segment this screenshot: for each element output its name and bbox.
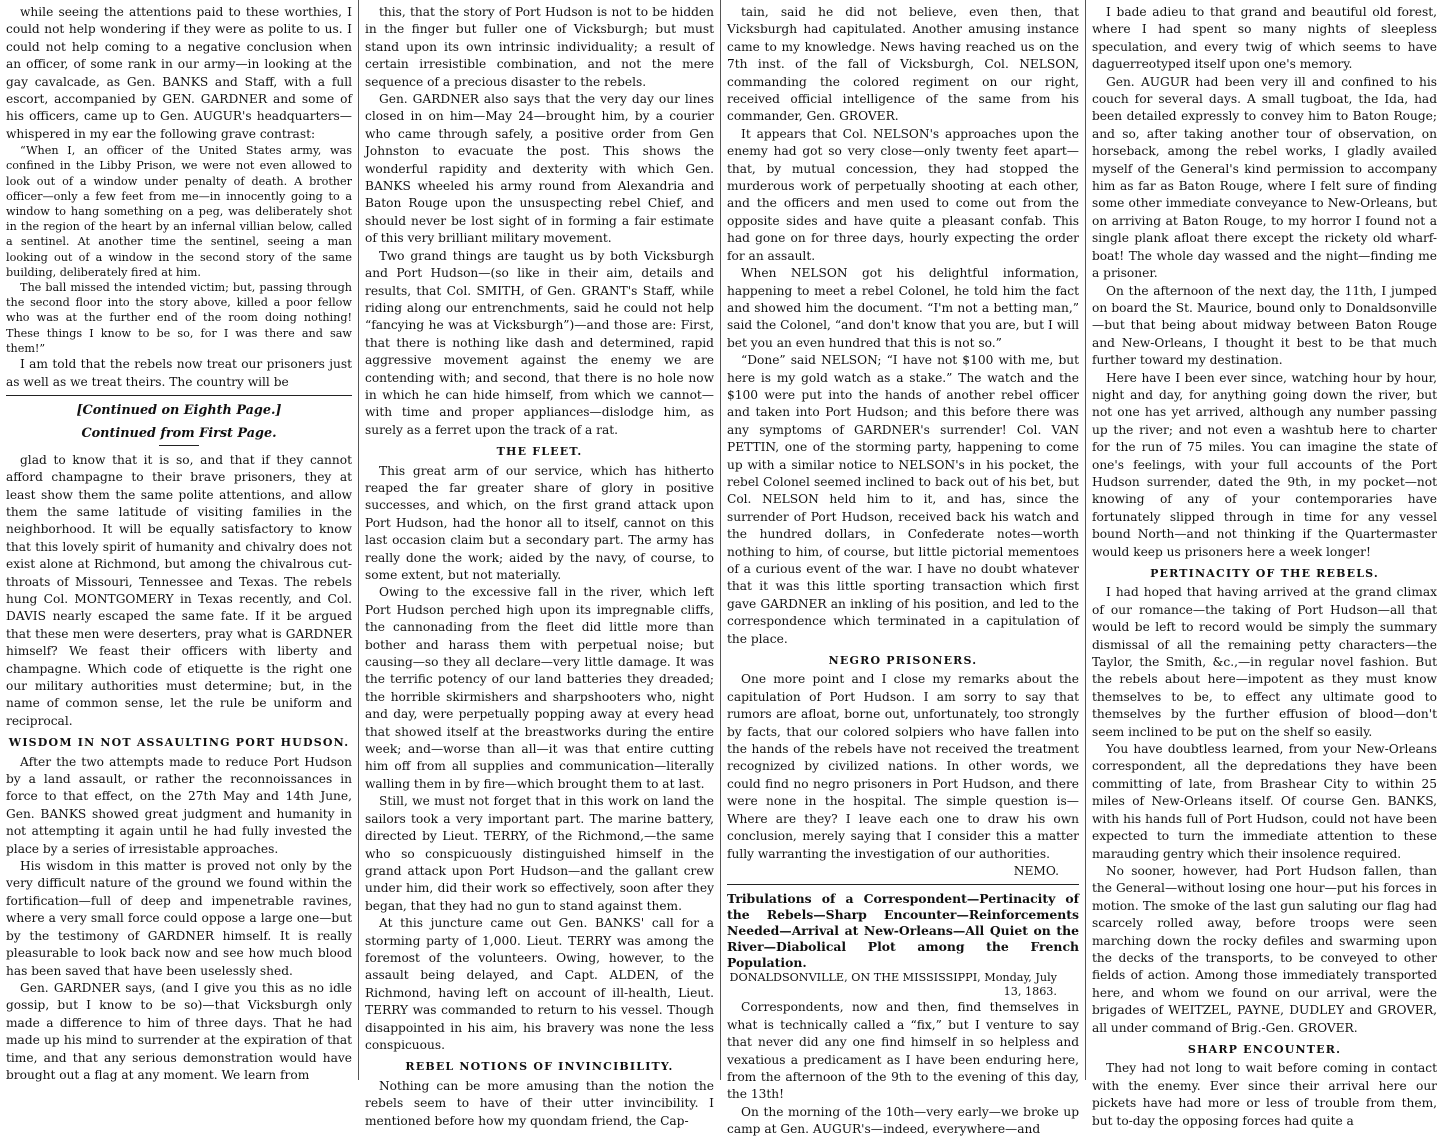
paragraph: Correspondents, now and then, find themselves in what is technically called a “fix,” but I venture to say that never did any one find himself in so helpless and vexatious a predicament as I have been enduring here, from the afternoon of the 9th to the evening of this day, the 13th! — [727, 1000, 1079, 1102]
paragraph: Gen. GARDNER also says that the very day our lines closed in on him—May 24—brought him, by a courier who came through safely, a positive order from Gen Johnston to evacuate the post. This shows the wonderful rapidity and dexterity with which Gen. BANKS wheeled his army round from Alexandria and Baton Rouge upon the unsuspecting rebel Chief, and should never be lost sight of in forming a fair estimate of this very brilliant military movement. — [365, 92, 714, 246]
signature: NEMO. — [1013, 863, 1059, 878]
paragraph: Gen. GARDNER says, (and I give you this as no idle gossip, but I know to be so)—that Vicksburgh only made a difference to him of three days. That he had made up his mind to surrender at the expiration of that time, and that any serious demonstration would have brought out a flag at any moment. We learn from — [6, 980, 352, 1082]
article-headline: Tribulations of a Correspondent—Pertinacity of the Rebels—Sharp Encounter—Reinforcements Needed—Arrival at New-Orleans—All Quiet on the River—Diabolical Plot among the French Population. — [727, 891, 1079, 971]
paragraph: You have doubtless learned, from your New-Orleans correspondent, all the depredations they have been committing of late, from Brashear City to within 25 miles of New-Orleans itself. Of course Gen. BANKS, with his hands full of Port Hudson, could not have been expected to turn the immediate attention to these marauding gentry which their insolence required. — [1092, 742, 1437, 861]
paragraph: glad to know that it is so, and that if they cannot afford champagne to their brave prisoners, they at least show them the same polite attentions, and allow them the same latitude of visiting families in the neighborhood. It will be equally satisfactory to know that this lovely spirit of humanity and chivalry does not exist alone at Richmond, but among the chivalrous cut-throats of Missouri, Tennessee and Texas. The rebels hung Col. MONTGOMERY in Texas recently, and Col. DAVIS nearly escaped the same fate. If it be argued that these men were deserters, pray what is GARDNER himself? We feast their officers with liberty and champagne. Which code of etiquette is the right one our military authorities must determine; but, in the name of common sense, let the rule be uniform and reciprocal. — [6, 452, 352, 728]
section-heading: THE FLEET. — [496, 445, 583, 459]
paragraph: His wisdom in this matter is proved not only by the very difficult nature of the ground we found within the fortification—full of deep and impenetrable ravines, where a very small force could oppose a large one—but by the testimony of GARDNER himself. It is really pleasurable to look back now and see how much blood has been saved that have been uselessly shed. — [6, 859, 352, 978]
column-4 — [1085, 0, 1443, 1128]
section-heading: PERTINACITY OF THE REBELS. — [1150, 567, 1379, 580]
paragraph: Here have I been ever since, watching hour by hour, night and day, for anything going down the river, but not one has yet arrived, although any number passing up the river; and not even a washtub here to charter for the run of 75 miles. You can imagine the state of one's feelings, with your full accounts of the Port Hudson surrender, dated the 9th, in my pocket—not knowing of any of your contemporaries have fortunately slipped through in time for any vessel bound North—and not thinking if the Quartermaster would keep us prisoners here a week longer! — [1092, 370, 1437, 559]
paragraph: On the morning of the 10th—very early—we broke up camp at Gen. AUGUR's—indeed, everywhere—and — [727, 1104, 1079, 1137]
paragraph: while seeing the attentions paid to these worthies, I could not help wondering if they were as polite to us. I could not help coming to a negative conclusion when an officer, of some rank in our army—in looking at the gay cavalcade, as Gen. BANKS and Staff, with a full escort, accompanied by GEN. GARDNER and some of his officers, came up to Gen. AUGUR's headquarters—whispered in my ear the following grave contrast: — [6, 5, 352, 141]
section-heading: WISDOM IN NOT ASSAULTING PORT HUDSON. — [8, 736, 350, 750]
paragraph: I had hoped that having arrived at the grand climax of our romance—the taking of Port Hudson—all that would be left to record would be simply the summary dismissal of all the remaining petty characters—the Taylor, the Smith, &c.,—in regular novel fashion. But the rebels about here—impotent as they must know themselves to be, to effect any ultimate good to themselves by the further effusion of blood—don't seem inclined to be put on the shelf so easily. — [1092, 585, 1437, 739]
section-heading: NEGRO PRISONERS. — [828, 654, 978, 668]
paragraph: Still, we must not forget that in this work on land the sailors took a very important part. The marine battery, directed by Lieut. TERRY, of the Richmond,—the same who so conspicuously distinguished himself in the grand attack upon Port Hudson—and the gallant crew under him, did their work so effectively, soon after they began, that they had no gun to stand against them. — [365, 794, 714, 913]
column-1 — [0, 0, 358, 1080]
paragraph: I am told that the rebels now treat our prisoners just as well as we treat theirs. The country will be — [6, 357, 352, 389]
paragraph: On the afternoon of the next day, the 11th, I jumped on board the St. Maurice, bound only to Donaldsonville—but that being about midway between Baton Rouge and New-Orleans, I thought it best to be that much further toward my destination. — [1092, 283, 1437, 368]
divider-rule — [6, 395, 352, 396]
paragraph: They had not long to wait before coming in contact with the enemy. Ever since their arrival here our pickets have had more or less of trouble from them, but to-day the opposing forces had quite a — [1092, 1061, 1437, 1128]
quoted-paragraph: “When I, an officer of the United States army, was confined in the Libby Prison, we were not even allowed to look out of a window under penalty of death. A brother officer—only a few feet from me—in innocently going to a window to hang something on a peg, was deliberately shot in the region of the heart by an infernal villian below, called a sentinel. At another time the sentinel, seeing a man looking out of a window in the second story of the same building, deliberately fired at him. — [6, 144, 352, 279]
paragraph: At this juncture came out Gen. BANKS' call for a storming party of 1,000. Lieut. TERRY was among the foremost of the volunteers. Owing, however, to the assault being delayed, and Capt. ALDEN, of the Richmond, having left on account of ill-health, Lieut. TERRY was commanded to return to his vessel. Though disappointed in his aim, his bravery was none the less conspicuous. — [365, 916, 714, 1052]
paragraph: Gen. AUGUR had been very ill and confined to his couch for several days. A small tugboat, the Ida, had been detailed expressly to convey him to Baton Rouge; and so, after taking another tour of observation, on horseback, among the rebel works, I gladly availed myself of the General's kind permission to accompany him as far as Baton Rouge, where I felt sure of finding some other immediate conveyance to New-Orleans, but on arriving at Baton Rouge, to my horror I found not a single plank afloat there except the rickety old wharf-boat! The whole day wassed and the night—finding me a prisoner. — [1092, 74, 1437, 281]
divider-rule — [727, 884, 1079, 885]
paragraph: this, that the story of Port Hudson is not to be hidden in the finger but fuller one of Vicksburgh; but must stand upon its own intrinsic individuality; a result of certain irresistible combination, and not the mere sequence of a precious disaster to the rebels. — [365, 5, 714, 89]
paragraph: One more point and I close my remarks about the capitulation of Port Hudson. I am sorry to say that rumors are afloat, borne out, unfortunately, too strongly by facts, that our colored solpiers who have fallen into the hands of the rebels have not received the treatment recognized by civilized nations. In other words, we could find no negro prisoners in Port Hudson, and there were none in the hospital. The simple question is—Where are they? I leave each one to draw his own conclusion, merely saying that I consider this a matter fully warranting the investigation of our authorities. — [727, 672, 1079, 861]
paragraph: When NELSON got his delightful information, happening to meet a rebel Colonel, he told him the fact and showed him the document. “I'm not a betting man,” said the Colonel, “and don't know that you are, but I will bet you an even hundred that this is not so.” — [727, 266, 1079, 350]
paragraph: It appears that Col. NELSON's approaches upon the enemy had got so very close—only twenty feet apart—that, by mutual concession, they had stopped the murderous work of perpetually shooting at each other, and the officers and men used to come out from the opposite sides and have quite a pleasant confab. This had gone on for three days, hourly expecting the order for an assault. — [727, 126, 1079, 263]
paragraph: Owing to the excessive fall in the river, which left Port Hudson perched high upon its impregnable cliffs, the cannonading from the fleet did little more than bother and harass them with perpetual noise; but causing—so they all declare—very little damage. It was the terrific potency of our land batteries they dreaded; the horrible skirmishers and sharpshooters who, night and day, were perpetually popping away at every head that showed itself at the breastworks during the entire week; and—worse than all—it was that entire cutting him off from all supplies and communication—literally walling them in by fire—which brought them to at last. — [365, 585, 714, 791]
dateline: DONALDSONVILLE, ON THE MISSISSIPPI, Monday, July 13, 1863. — [729, 971, 1057, 999]
paragraph: tain, said he did not believe, even then, that Vicksburgh had capitulated. Another amusing instance came to my knowledge. News having reached us on the 7th inst. of the fall of Vicksburgh, Col. NELSON, commanding the colored regiment on our right, received official intelligence of the same from his commander, Gen. GROVER. — [727, 5, 1079, 124]
continuation-heading: Continued from First Page. — [81, 426, 277, 442]
paragraph: This great arm of our service, which has hitherto reaped the far greater share of glory in positive successes, and which, on the first grand attack upon Port Hudson, had the honor all to itself, cannot on this last occasion claim but a secondary part. The army has really done the work; aided by the navy, of course, to some extent, but not materially. — [365, 463, 714, 582]
section-heading: SHARP ENCOUNTER. — [1187, 1042, 1342, 1056]
quoted-paragraph: The ball missed the intended victim; but, passing through the second floor into the story above, killed a poor fellow who was at the further end of the room doing nothing! These things I know to be so, for I was there and saw them!” — [6, 281, 352, 355]
column-3 — [720, 0, 1085, 1137]
paragraph: I bade adieu to that grand and beautiful old forest, where I had spent so many nights of sleepless speculation, and every twig of which seems to have daguerreotyped itself upon one's memory. — [1092, 5, 1437, 72]
continuation-heading: [Continued on Eighth Page.] — [76, 402, 282, 418]
divider-short — [159, 445, 199, 446]
paragraph: No sooner, however, had Port Hudson fallen, than the General—without losing one hour—put his forces in motion. The smoke of the last gun saluting our flag had scarcely rolled away, before troops were seen marching down the rocky defiles and swarming upon the decks of the transports, to be conveyed to other fields of action. Among those immediately transported here, and whom we found on our arrival, were the brigades of WEITZEL, PAYNE, DUDLEY and GROVER, all under command of Brig.-Gen. GROVER. — [1092, 863, 1437, 1035]
paragraph: After the two attempts made to reduce Port Hudson by a land assault, or rather the reconnoissances in force to that effect, on the 27th May and 14th June, Gen. BANKS showed great judgment and humanity in not attempting it again until he had fully invested the place by a series of irresistable approaches. — [6, 754, 352, 856]
column-2 — [358, 0, 720, 1128]
paragraph: Two grand things are taught us by both Vicksburgh and Port Hudson—(so like in their aim, details and results, that Col. SMITH, of Gen. GRANT's Staff, while riding along our entrenchments, said he could not help “fancying he was at Vicksburgh”)—and those are: First, that there is nothing like dash and determined, rapid aggressive movement against the enemy we are contending with; and second, that there is no hole now in which he can hide himself, from which we cannot—with time and proper appliances—dislodge him, as surely as a ferret upon the track of a rat. — [365, 248, 714, 437]
section-heading: REBEL NOTIONS OF INVINCIBILITY. — [405, 1060, 674, 1074]
paragraph: “Done” said NELSON; “I have not $100 with me, but here is my gold watch as a stake.” The watch and the $100 were put into the hands of another rebel officer and taken into Port Hudson; and this before there was any symptoms of GARDNER's surrender! Col. VAN PETTIN, one of the storming party, happening to come up with a similar notice to NELSON's in his pocket, the rebel Colonel seemed inclined to back out of his bet, but Col. NELSON held him to it, and has, since the surrender of Port Hudson, received back his watch and the hundred dollars, in Confederate notes—worth nothing to him, of course, but little pictorial mementoes of a curious event of the war. I have no doubt whatever that it was this little sporting transaction which first gave GARDNER an inkling of his position, and led to the correspondence which terminated in a capitulation of the place. — [727, 353, 1079, 646]
paragraph: Nothing can be more amusing than the notion the rebels seem to have of their utter invincibility. I mentioned before how my quondam friend, the Cap- — [365, 1078, 714, 1128]
